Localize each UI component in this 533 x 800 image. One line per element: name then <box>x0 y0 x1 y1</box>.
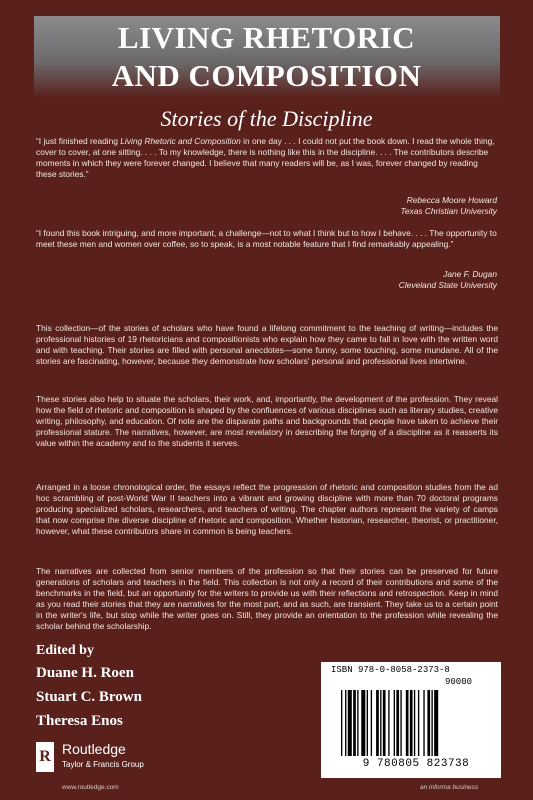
publisher-group: Taylor & Francis Group <box>62 760 144 769</box>
editor-name: Theresa Enos <box>36 713 123 729</box>
price-code: 90000 <box>445 677 473 687</box>
description-paragraph-2: These stories also help to situate the scholars, their work, and, importantly, the development of the profession. They reveal how the field of rhetoric and composition is shaped by the confluences of various disciplines such as literary studies, creative writing, philosophy, and education. Of note are the disparate paths and backgrounds that people have taken to achieve their professional stature. The narratives, however, are most revelatory in describing the forging of a discipline as it reasserts its value within the academy and to the students it serves. <box>36 394 498 448</box>
description-paragraph-3: Arranged in a loose chronological order, the essays reflect the progression of rhetoric and composition studies from the ad hoc scrambling of post-World War II teachers into a vibrant and growing discipline with more than 70 doctoral programs producing specialized scholars, researchers, and teachers of writing. The chapter authors represent the variety of camps that now comprise the diverse discipline of rhetoric and composition. Whether historian, researcher, theorist, or practitioner, however, what these contributors share in common is being teachers. <box>36 482 498 536</box>
blurb-quote-1-pre: “I just finished reading <box>36 136 121 146</box>
routledge-logo-icon: R <box>36 742 54 772</box>
barcode-bar <box>431 690 432 756</box>
publisher-name: Routledge <box>62 741 126 757</box>
barcode-bar <box>345 690 346 756</box>
blurb-author-1: Rebecca Moore Howard <box>406 195 497 205</box>
barcode-bar <box>353 690 356 756</box>
barcode-bar <box>371 690 372 756</box>
blurb-attribution-1 <box>401 195 498 217</box>
blurb-quote-1-book-title: Living Rhetoric and Composition <box>120 136 241 146</box>
title-line-1: LIVING RHETORIC <box>117 20 416 55</box>
barcode-bars <box>341 690 491 756</box>
barcode-bar <box>434 690 438 756</box>
title-line-2: AND COMPOSITION <box>111 58 422 93</box>
barcode-bar <box>394 690 395 756</box>
barcode-bar <box>383 690 386 756</box>
barcode-bar <box>348 690 352 756</box>
blurb-affiliation-1: Texas Christian University <box>400 205 497 216</box>
barcode-bar <box>388 690 389 756</box>
barcode-digits: 9 780805 823738 <box>362 758 470 770</box>
barcode-bar <box>361 690 365 756</box>
barcode-bar <box>341 690 342 756</box>
barcode-box <box>321 662 501 778</box>
blurb-quote-1 <box>36 136 498 180</box>
barcode-bar <box>427 690 430 756</box>
barcode-bar <box>406 690 409 756</box>
isbn-text: ISBN 978-0-8058-2373-8 <box>331 665 450 675</box>
barcode-bar <box>367 690 368 756</box>
publisher-url: www.routledge.com <box>62 784 119 791</box>
blurb-quote-1-post: in one day . . . I could not put the book down. I read the whole thing, cover to cover, at one sitting. . . . To my knowledge, there is nothing like this in the discipline. . . . The contributors describe moments in which they were forever changed. I believe that many readers will be, as I was, forever changed by reading these stories.” <box>36 136 495 179</box>
blurb-attribution-2 <box>399 269 497 291</box>
barcode-bar <box>380 690 381 756</box>
blurb-quote-2: “I found this book intriguing, and more important, a challenge—not to what I think but to how I behave. . . . The opportunity to meet these men and women over coffee, so to speak, is a most notable feature that I find remarkably appealing.” <box>36 228 497 249</box>
barcode-bar <box>357 690 358 756</box>
subtitle: Stories of the Discipline <box>160 106 373 131</box>
barcode-bar <box>410 690 413 756</box>
barcode-bar <box>423 690 424 756</box>
editor-name: Duane H. Roen <box>36 665 134 681</box>
barcode-bar <box>418 690 419 756</box>
barcode-bar <box>396 690 399 756</box>
barcode-bar <box>400 690 401 756</box>
blurb-author-2: Jane F. Dugan <box>443 269 497 279</box>
blurb-affiliation-2: Cleveland State University <box>398 279 497 290</box>
description-paragraph-1: This collection—of the stories of scholars who have found a lifelong commitment to the teaching of writing—includes the professional histories of 19 rhetoricians and compositionists who explain how they came to fall in love with the written word and with teaching. Their stories are filled with personal anecdotes—some funny, some touching, some mundane. All of the stories are fascinating, however, because they demonstrate how scholars' personal and professional lives intertwine. <box>36 323 498 366</box>
edited-by-label: Edited by <box>36 643 94 658</box>
description-paragraph-4: The narratives are collected from senior members of the profession so that their stories can be preserved for future generations of scholars and teachers in the field. This collection is not only a record of their contributions and some of the benchmarks in the field, but an opportunity for the writers to provide us with their reflections and retrospection. Keep in mind as you read their stories that they are narratives for the most part, and as such, are transient. They take us to a certain point in the writer's life, but stop while the writer goes on. Still, they provide an orientation to the profession while revealing the scholar behind the scholarship. <box>36 566 498 631</box>
editor-name: Stuart C. Brown <box>36 689 142 705</box>
barcode-bar <box>414 690 415 756</box>
imprint-text: an informa business <box>420 784 479 791</box>
barcode-bar <box>376 690 379 756</box>
